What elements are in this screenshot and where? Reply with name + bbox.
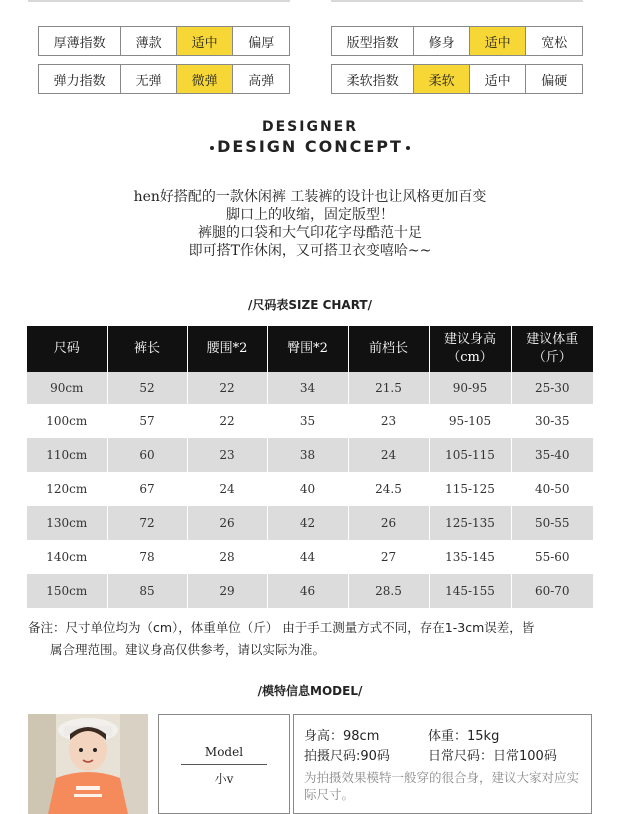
table-cell: 28 [187, 540, 267, 574]
table-cell: 60-70 [511, 574, 593, 608]
index-label: 版型指数 [346, 35, 399, 51]
table-row [27, 574, 593, 608]
model-shot-size: 拍摄尺码:90码 [304, 749, 390, 764]
design-concept-heading [0, 137, 620, 156]
table-cell: 23 [348, 404, 429, 438]
table-cell: 90-95 [429, 372, 511, 404]
header-front-rise: 前档长 [348, 326, 429, 372]
table-row [27, 506, 593, 540]
header-height: 建议身高 （cm） [429, 326, 511, 372]
model-row [304, 727, 591, 747]
table-cell: 145-155 [429, 574, 511, 608]
model-weight: 体重：15kg [428, 729, 500, 744]
designer-title: DESIGNER [261, 119, 359, 135]
size-note [28, 617, 600, 661]
table-cell: 42 [267, 506, 348, 540]
note-line: 属合理范围。建议身高仅供参考，请以实际为准。 [50, 642, 326, 657]
table-cell: 35 [267, 404, 348, 438]
table-cell: 55-60 [511, 540, 593, 574]
table-cell: 23 [187, 438, 267, 472]
dot-decoration [406, 146, 410, 150]
table-cell: 44 [267, 540, 348, 574]
table-cell: 125-135 [429, 506, 511, 540]
table-cell: 34 [267, 372, 348, 404]
top-divider-right [331, 0, 583, 2]
child-model-image [28, 714, 148, 814]
table-cell: 26 [187, 506, 267, 540]
table-cell: 40 [267, 472, 348, 506]
header-weight: 建议体重 （斤） [511, 326, 593, 372]
index-option: 无弹 [120, 65, 176, 93]
index-label: 厚薄指数 [53, 35, 106, 51]
model-info-title: /模特信息MODEL/ [257, 684, 363, 698]
table-cell: 57 [107, 404, 187, 438]
model-row [304, 747, 591, 767]
model-label: Model [204, 745, 244, 759]
table-cell: 85 [107, 574, 187, 608]
index-option: 偏厚 [232, 27, 289, 55]
table-cell: 38 [267, 438, 348, 472]
table-cell: 22 [187, 404, 267, 438]
table-row [27, 372, 593, 404]
table-cell: 67 [107, 472, 187, 506]
table-cell: 120cm [27, 472, 107, 506]
table-cell: 60 [107, 438, 187, 472]
table-cell: 110cm [27, 438, 107, 472]
table-cell: 72 [107, 506, 187, 540]
table-cell: 135-145 [429, 540, 511, 574]
description [0, 188, 620, 260]
table-row [27, 404, 593, 438]
table-cell: 100cm [27, 404, 107, 438]
table-row [27, 540, 593, 574]
description-line: 脚口上的收缩，固定版型！ [226, 207, 394, 223]
table-cell: 90cm [27, 372, 107, 404]
design-concept-title: DESIGN CONCEPT [217, 137, 403, 156]
table-cell: 27 [348, 540, 429, 574]
table-cell: 52 [107, 372, 187, 404]
index-option: 适中 [469, 65, 526, 93]
table-cell: 24.5 [348, 472, 429, 506]
index-option: 薄款 [120, 27, 176, 55]
model-daily-size: 日常尺码：日常100码 [428, 749, 557, 764]
model-measurements [293, 714, 592, 814]
model-divider [181, 764, 267, 765]
index-option: 修身 [413, 27, 469, 55]
header-length: 裤长 [107, 326, 187, 372]
description-line: hen好搭配的一款休闲裤 工装裤的设计也让风格更加百变 [133, 189, 487, 205]
fit-index [331, 26, 583, 56]
index-option: 偏硬 [525, 65, 582, 93]
table-cell: 115-125 [429, 472, 511, 506]
table-cell: 40-50 [511, 472, 593, 506]
index-option-selected: 适中 [176, 27, 233, 55]
model-card [158, 714, 290, 814]
table-cell: 28.5 [348, 574, 429, 608]
table-cell: 105-115 [429, 438, 511, 472]
table-cell: 95-105 [429, 404, 511, 438]
table-cell: 140cm [27, 540, 107, 574]
table-cell: 29 [187, 574, 267, 608]
dot-decoration [210, 146, 214, 150]
size-chart-title: /尺码表SIZE CHART/ [248, 298, 372, 312]
table-cell: 25-30 [511, 372, 593, 404]
table-cell: 26 [348, 506, 429, 540]
table-cell: 130cm [27, 506, 107, 540]
elasticity-index [38, 64, 290, 94]
table-cell: 22 [187, 372, 267, 404]
table-cell: 46 [267, 574, 348, 608]
index-option: 高弹 [232, 65, 289, 93]
note-line: 备注：尺寸单位均为（cm），体重单位（斤） 由于手工测量方式不同，存在1-3cm误差，皆 [28, 620, 535, 635]
table-cell: 24 [187, 472, 267, 506]
top-divider-left [28, 0, 290, 2]
header-size: 尺码 [27, 326, 107, 372]
table-cell: 21.5 [348, 372, 429, 404]
size-chart-table [27, 326, 593, 608]
designer-heading [0, 119, 620, 135]
description-line: 即可搭T作休闲，又可搭卫衣变嘻哈~~ [188, 243, 432, 259]
index-option: 宽松 [525, 27, 582, 55]
thickness-index [38, 26, 290, 56]
description-line: 裤腿的口袋和大气印花字母酷范十足 [198, 225, 422, 241]
table-cell: 78 [107, 540, 187, 574]
index-label: 柔软指数 [346, 73, 399, 89]
index-label: 弹力指数 [53, 73, 106, 89]
model-remark: 为拍摄效果模特一般穿的很合身，建议大家对应实际尺寸。 [304, 770, 580, 802]
index-option-selected: 适中 [469, 27, 526, 55]
model-height: 身高：98cm [304, 729, 380, 744]
header-waist: 腰围*2 [187, 326, 267, 372]
index-option-selected: 柔软 [413, 65, 469, 93]
table-header-row [27, 326, 593, 372]
table-cell: 30-35 [511, 404, 593, 438]
table-row [27, 472, 593, 506]
table-cell: 150cm [27, 574, 107, 608]
header-hip: 臀围*2 [267, 326, 348, 372]
softness-index [331, 64, 583, 94]
model-photo [28, 714, 148, 814]
table-cell: 50-55 [511, 506, 593, 540]
model-name: 小v [214, 772, 234, 786]
table-cell: 35-40 [511, 438, 593, 472]
table-cell: 24 [348, 438, 429, 472]
index-option-selected: 微弹 [176, 65, 233, 93]
table-row [27, 438, 593, 472]
